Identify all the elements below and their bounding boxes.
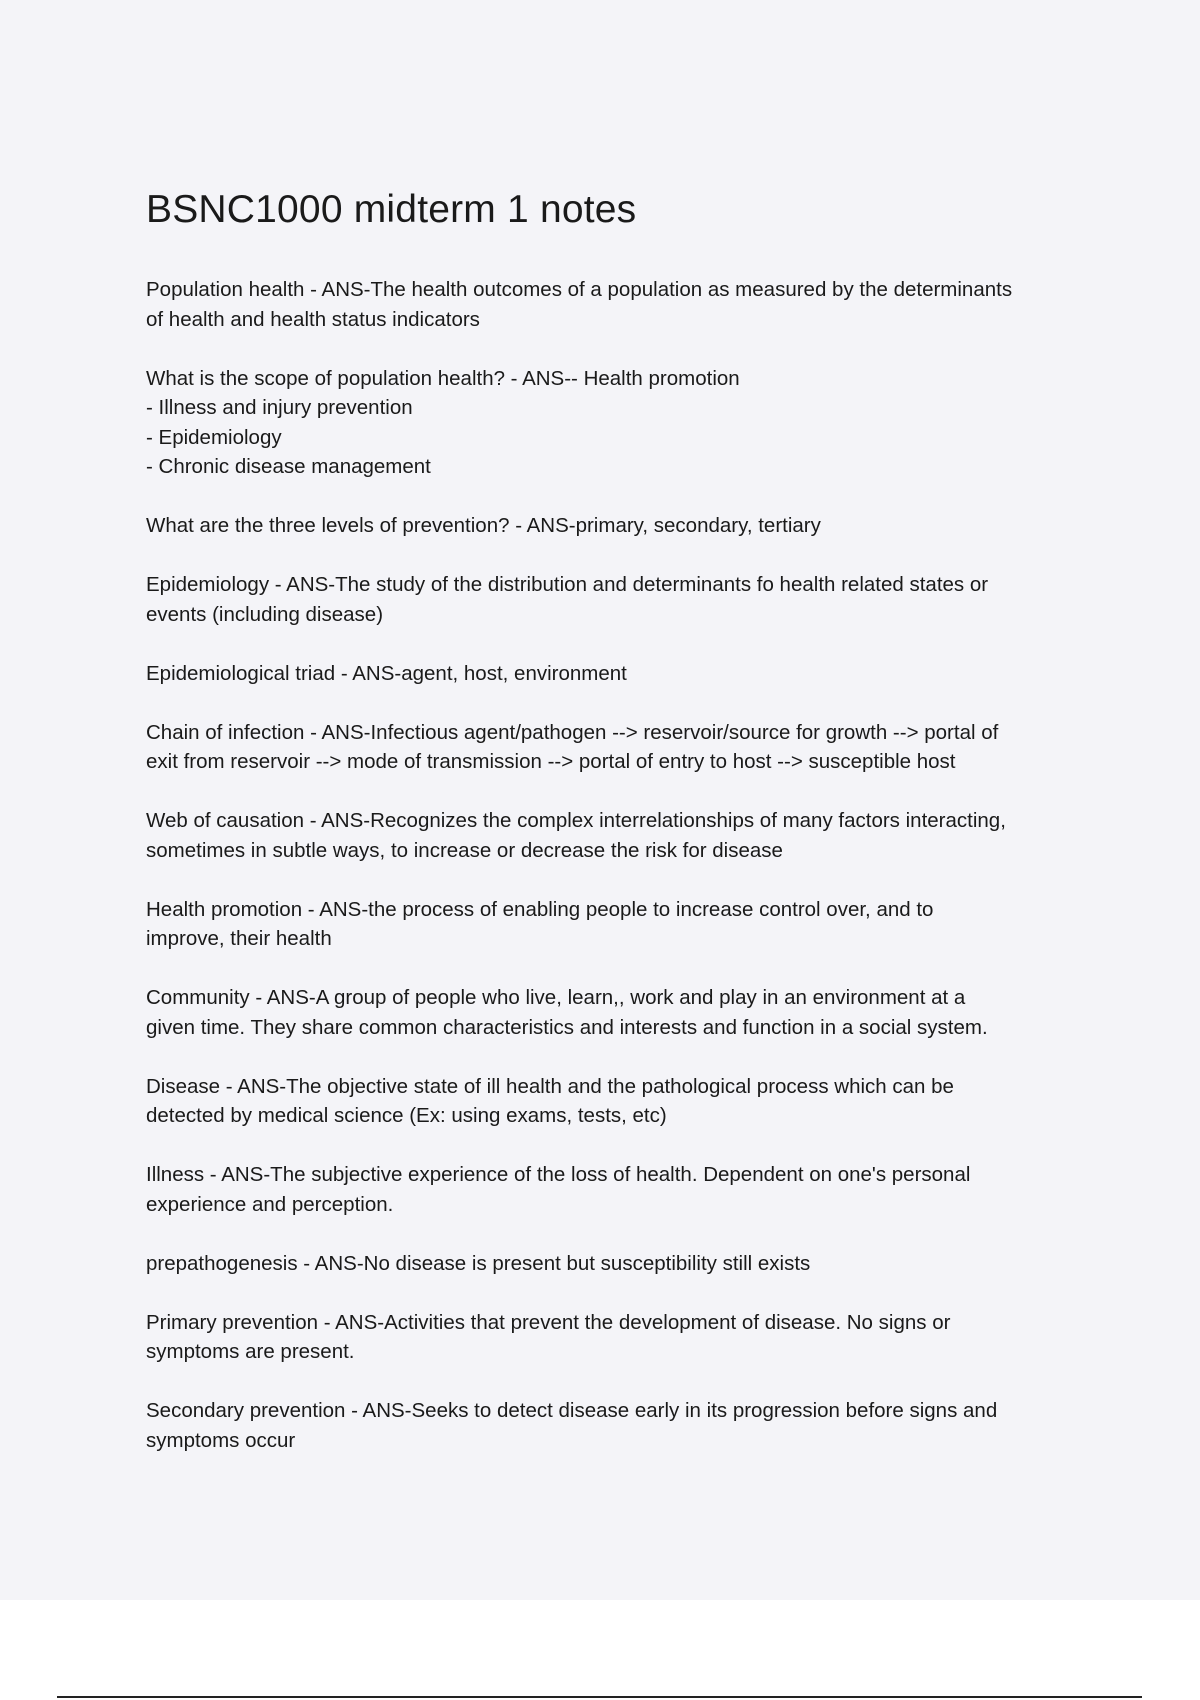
- document-title: BSNC1000 midterm 1 notes: [146, 188, 637, 231]
- note-entry: Secondary prevention - ANS-Seeks to detect disease early in its progression before signs and symptoms occur: [146, 1399, 998, 1452]
- note-entry: Chain of infection - ANS-Infectious agent/pathogen --> reservoir/source for growth --> portal of exit from reservoir --> mode of transmission --> portal of entry to host --> susceptible host: [146, 720, 999, 773]
- note-entry: Epidemiology - ANS-The study of the distribution and determinants fo health related states or events (including disease): [146, 573, 989, 626]
- footer-divider: [57, 1696, 1142, 1698]
- notes-list: [146, 275, 1106, 1455]
- note-entry: Web of causation - ANS-Recognizes the complex interrelationships of many factors interacting, sometimes in subtle ways, to increase or decrease the risk for disease: [146, 809, 1006, 862]
- note-entry: prepathogenesis - ANS-No disease is present but susceptibility still exists: [146, 1251, 811, 1275]
- document-content: [146, 186, 1106, 1485]
- note-entry: What is the scope of population health? - ANS-- Health promotion - Illness and injury prevention - Epidemiology - Chronic disease management: [146, 366, 740, 478]
- note-entry: Epidemiological triad - ANS-agent, host, environment: [146, 661, 627, 685]
- note-entry: Population health - ANS-The health outcomes of a population as measured by the determinants of health and health status indicators: [146, 278, 1013, 331]
- note-entry: Disease - ANS-The objective state of ill health and the pathological process which can be detected by medical science (Ex: using exams, tests, etc): [146, 1074, 954, 1127]
- note-entry: What are the three levels of prevention? - ANS-primary, secondary, tertiary: [146, 514, 821, 537]
- note-entry: Illness - ANS-The subjective experience of the loss of health. Dependent on one's personal experience and perception.: [146, 1163, 971, 1216]
- note-entry: Community - ANS-A group of people who live, learn,, work and play in an environment at a given time. They share common characteristics and interests and function in a social system.: [146, 986, 988, 1039]
- note-entry: Primary prevention - ANS-Activities that prevent the development of disease. No signs or symptoms are present.: [146, 1310, 951, 1363]
- note-entry: Health promotion - ANS-the process of enabling people to increase control over, and to improve, their health: [146, 897, 934, 950]
